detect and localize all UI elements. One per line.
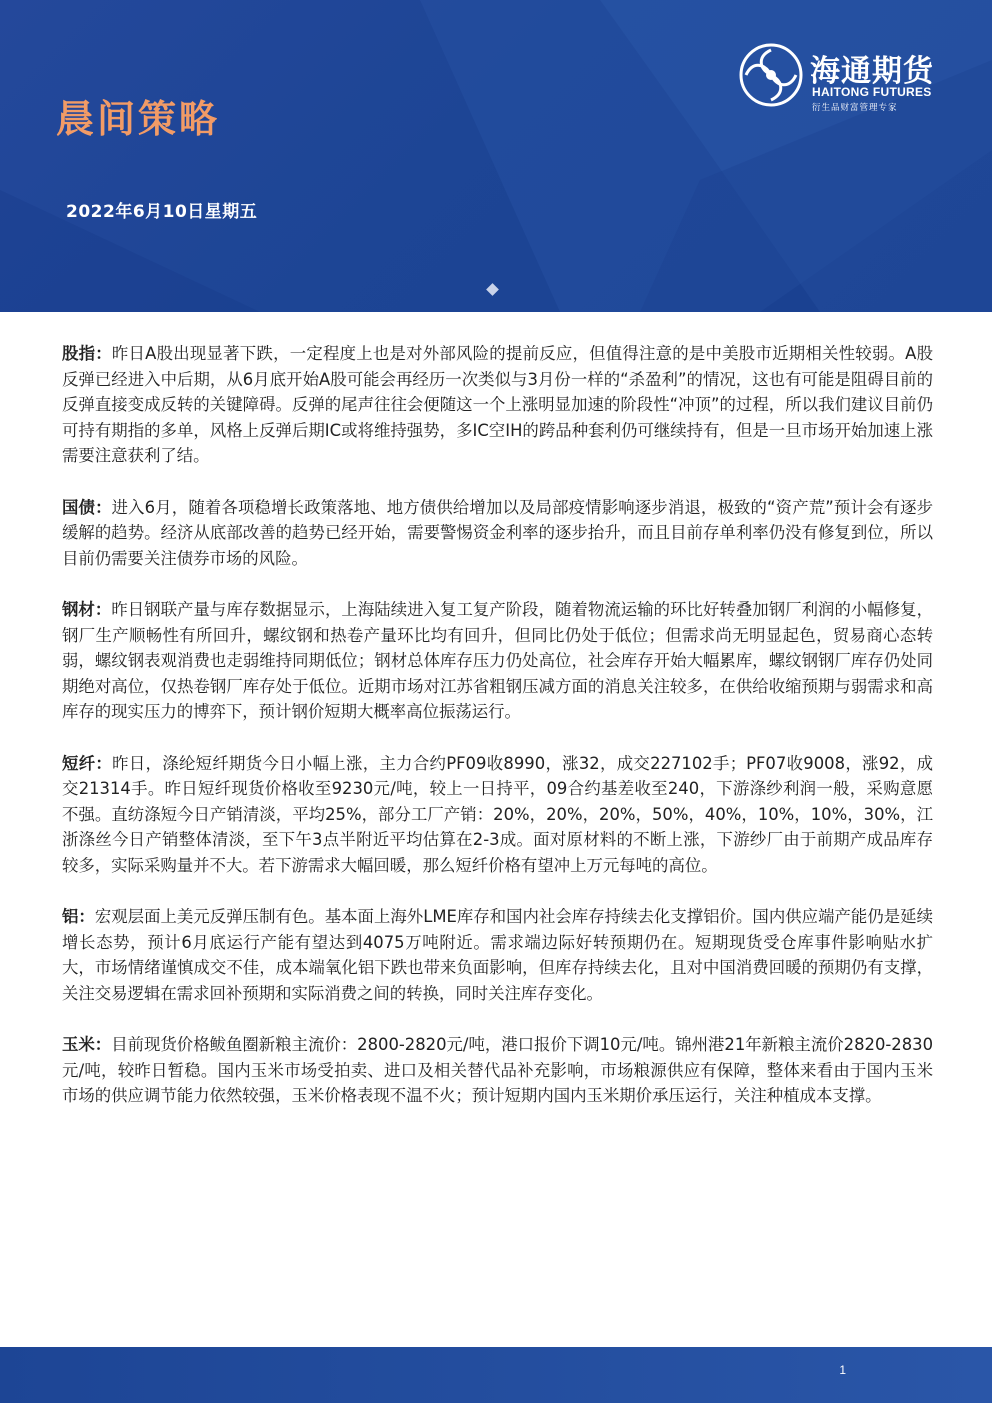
logo-emblem-icon xyxy=(738,42,804,108)
report-body xyxy=(62,341,933,1135)
section-corn xyxy=(62,1032,933,1109)
section-text: 宏观层面上美元反弹压制有色。基本面上海外LME库存和国内社会库存持续去化支撑铝价。国内供应端产能仍是延续增长态势，预计6月底运行产能有望达到4075万吨附近。需求端边际好转预期仍在。短期现货受仓库事件影响贴水扩大，市场情绪谨慎成交不佳，成本端氧化铝下跌也带来负面影响，但库存持续去化，且对中国消费回暖的预期仍有支撑，关注交易逻辑在需求回补预期和实际消费之间的转换，同时关注库存变化。 xyxy=(62,907,933,1003)
section-text: 昨日钢联产量与库存数据显示，上海陆续进入复工复产阶段，随着物流运输的环比好转叠加钢厂利润的小幅修复，钢厂生产顺畅性有所回升，螺纹钢和热卷产量环比均有回升，但同比仍处于低位；但需求尚无明显起色，贸易商心态转弱，螺纹钢表观消费也走弱维持同期低位；钢材总体库存压力仍处高位，社会库存开始大幅累库，螺纹钢钢厂库存仍处同期绝对高位，仅热卷钢厂库存处于低位。近期市场对江苏省粗钢压减方面的消息关注较多，在供给收缩预期与弱需求和高库存的现实压力的博弈下，预计钢价短期大概率高位振荡运行。 xyxy=(62,600,934,721)
section-aluminum xyxy=(62,904,933,1006)
section-text: 昨日A股出现显著下跌，一定程度上也是对外部风险的提前反应，但值得注意的是中美股市近期相关性较弱。A股反弹已经进入中后期，从6月底开始A股可能会再经历一次类似与3月份一样的“杀盈利”的情况，这也有可能是阻碍目前的反弹直接变成反转的关键障碍。反弹的尾声往往会便随这一个上涨明显加速的阶段性“冲顶”的过程，所以我们建议目前仍可持有期指的多单，风格上反弹后期IC或将维持强势，多IC空IH的跨品种套利仍可继续持有，但是一旦市场开始加速上涨需要注意获利了结。 xyxy=(62,344,933,465)
logo-slogan: 衍生品财富管理专家 xyxy=(812,103,898,113)
report-date: 2022年6月10日星期五 xyxy=(66,202,258,222)
section-text: 目前现货价格鲅鱼圈新粮主流价：2800-2820元/吨，港口报价下调10元/吨。锦州港21年新粮主流价2820-2830元/吨，较昨日暂稳。国内玉米市场受拍卖、进口及相关替代品补充影响，市场粮源供应有保障，整体来看由于国内玉米市场的供应调节能力依然较强，玉米价格表现不温不火；预计短期内国内玉米期价承压运行，关注种植成本支撑。 xyxy=(62,1035,934,1105)
section-heading: 短纤： xyxy=(62,753,113,773)
section-heading: 玉米： xyxy=(62,1035,112,1054)
logo-name-en: HAITONG FUTURES xyxy=(812,85,932,99)
section-text: 进入6月，随着各项稳增长政策落地、地方债供给增加以及局部疫情影响逐步消退，极致的“资产荒”预计会有逐步缓解的趋势。经济从底部改善的趋势已经开始，需要警惕资金利率的逐步抬升，而且目前存单利率仍没有修复到位，所以目前仍需要关注债券市场的风险。 xyxy=(62,497,933,568)
page-title: 晨间策略 xyxy=(56,96,221,141)
section-heading: 钢材： xyxy=(62,600,112,619)
section-heading: 铝： xyxy=(62,907,95,926)
section-text: 昨日，涤纶短纤期货今日小幅上涨，主力合约PF09收8990，涨32，成交227102手；PF07收9008，涨92，成交21314手。昨日短纤现货价格收至9230元/吨，较上一日持平，09合约基差收至240，下游涤纱利润一般，采购意愿不强。直纺涤短今日产销清淡，平均25%，部分工厂产销：20%，20%，20%，50%，40%，10%，10%，30%，江浙涤丝今日产销整体清淡，至下午3点半附近平均估算在2-3成。面对原材料的不断上涨，下游纱厂由于前期产成品库存较多，实际采购量并不大。若下游需求大幅回暖，那么短纤价格有望冲上万元每吨的高位。 xyxy=(62,753,934,875)
page-number: 1 xyxy=(839,1363,846,1377)
company-logo xyxy=(738,42,968,116)
section-heading: 股指： xyxy=(62,344,112,363)
section-treasury-bonds xyxy=(62,495,933,572)
section-steel xyxy=(62,597,933,725)
logo-name-cn: 海通期货 xyxy=(810,54,934,89)
header-banner xyxy=(0,0,992,312)
section-stock-index xyxy=(62,341,933,469)
section-staple-fiber xyxy=(62,751,933,879)
footer-bar xyxy=(0,1347,992,1403)
section-heading: 国债： xyxy=(62,497,112,517)
